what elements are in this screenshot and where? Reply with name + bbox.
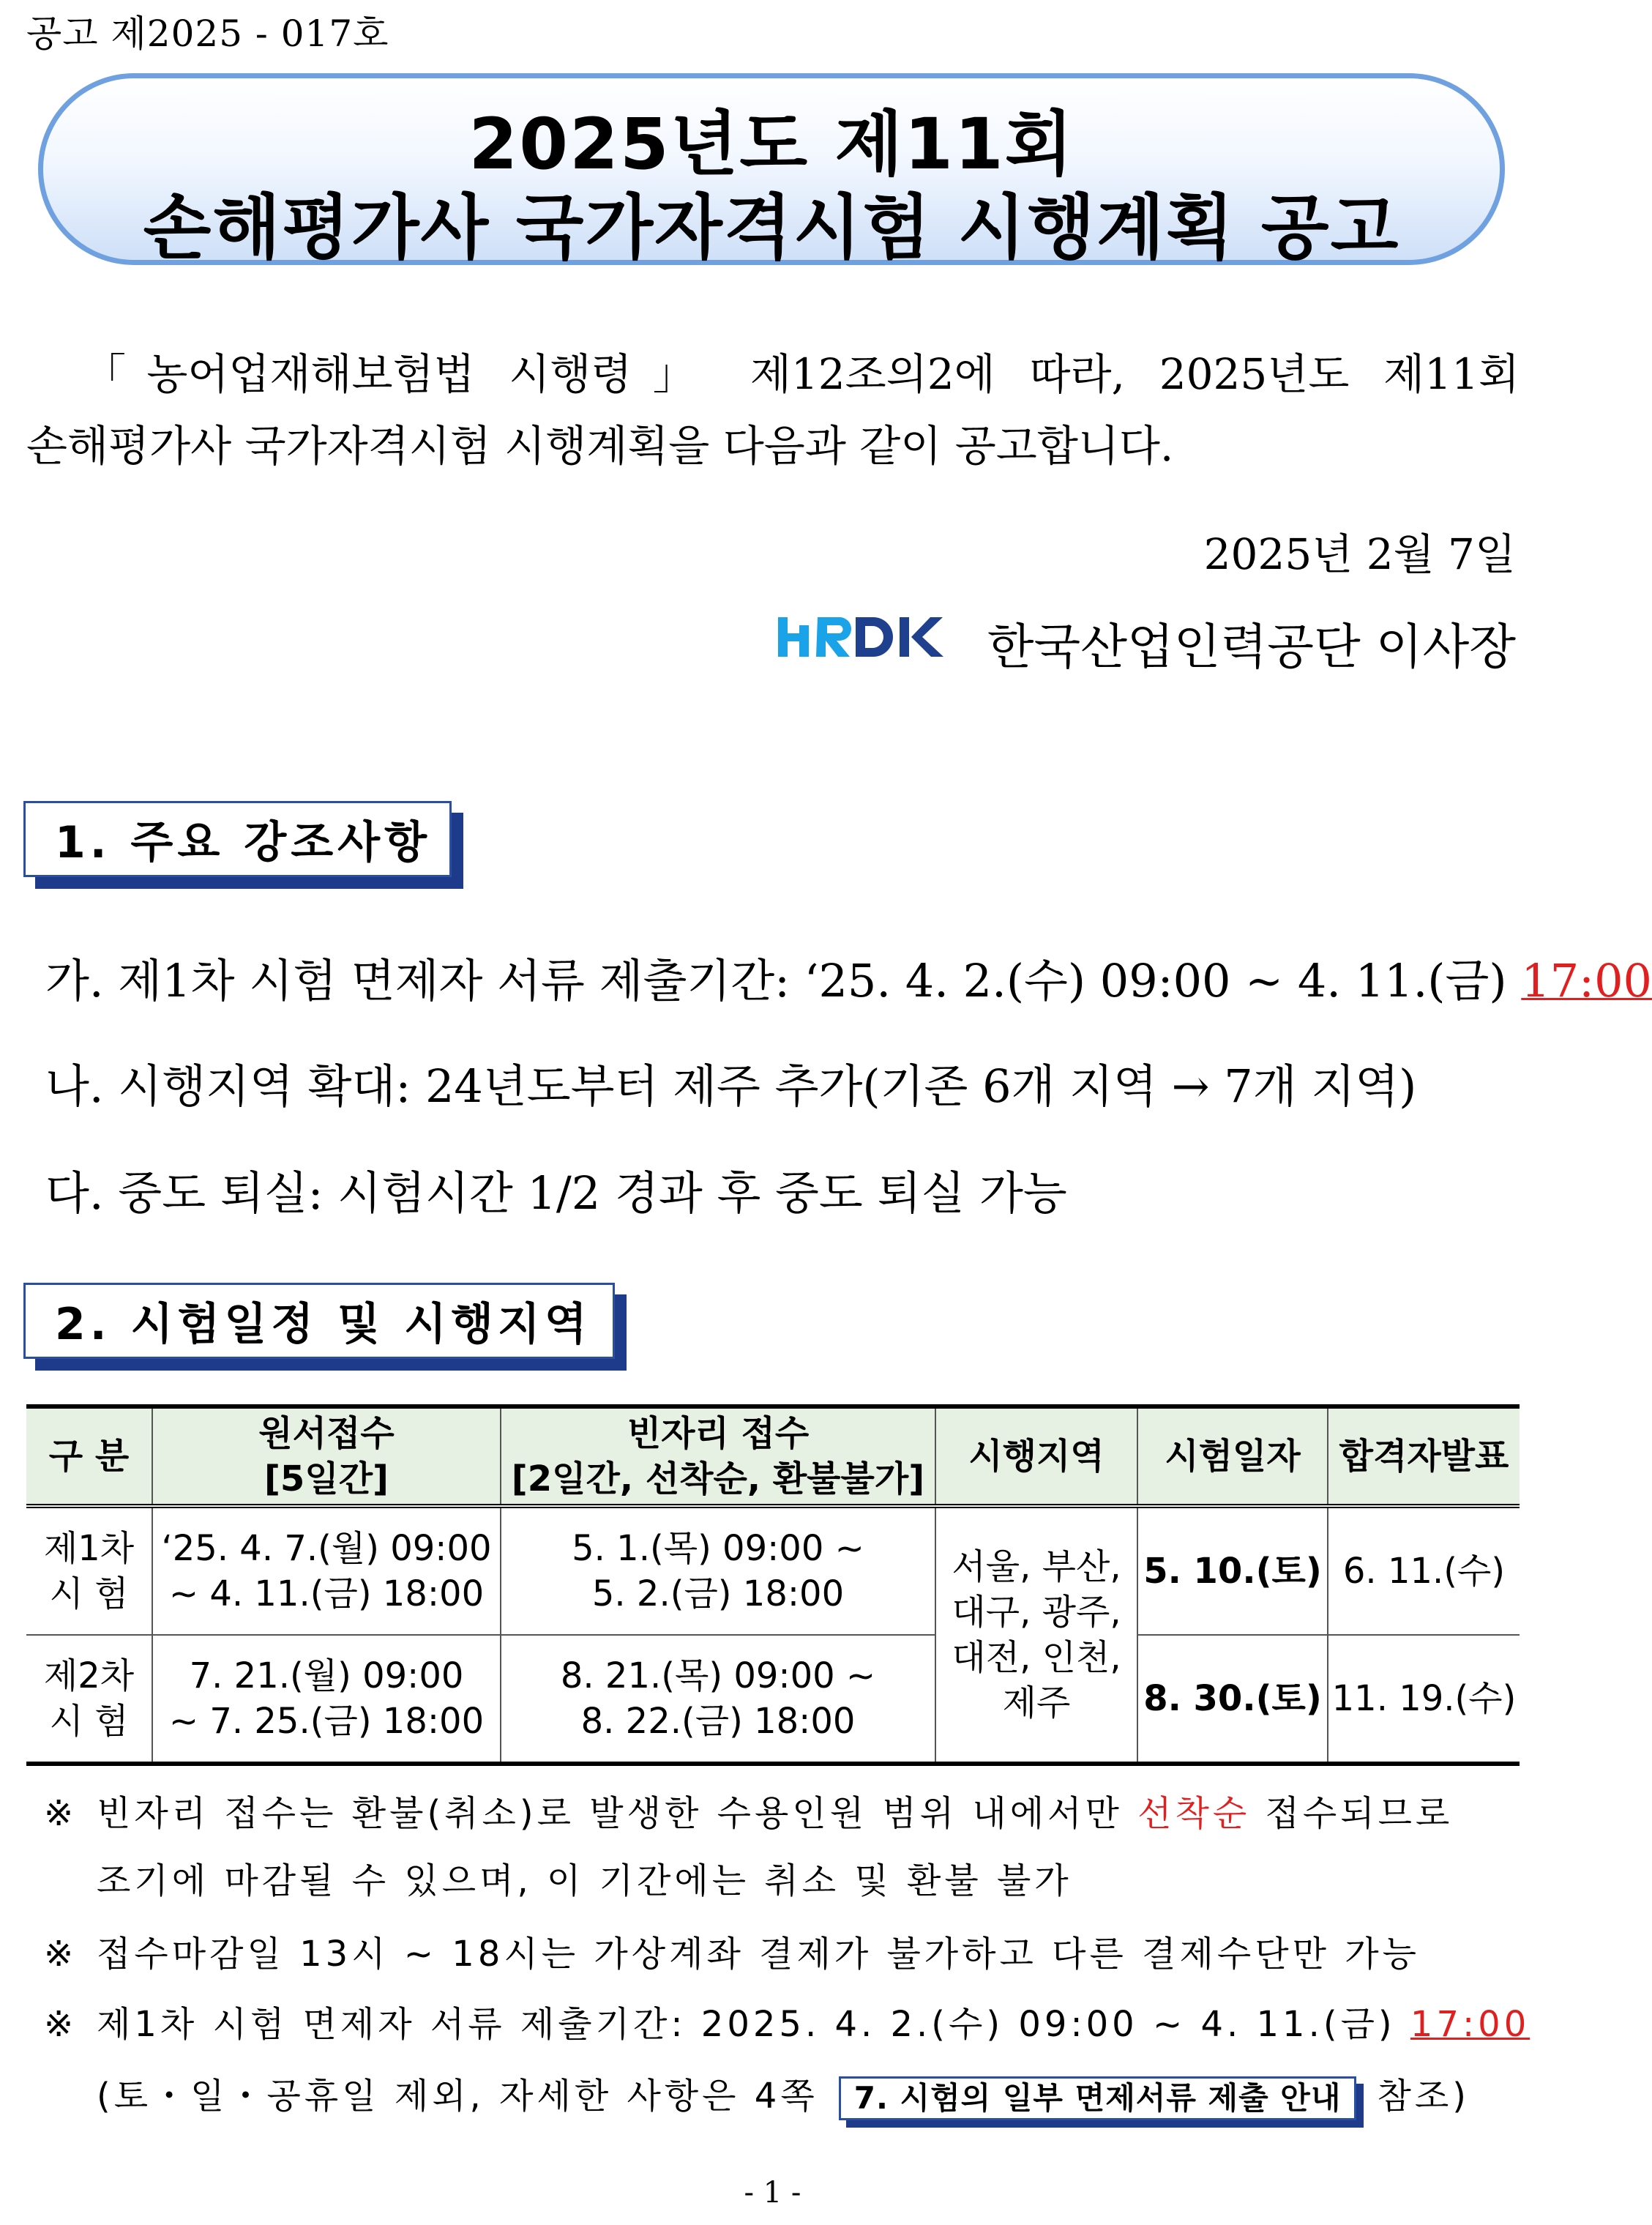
note-vacancy-post: 접수되므로 <box>1250 1793 1454 1834</box>
section-2-header: 2. 시험일정 및 시행지역 <box>23 1283 615 1359</box>
row2-vacancy <box>501 1635 935 1764</box>
region-line-2: 대구, 광주, <box>952 1592 1121 1633</box>
row1-application <box>152 1506 501 1635</box>
note-exemption <box>44 1996 1530 2046</box>
region-line-4: 제주 <box>1002 1682 1071 1723</box>
note-vacancy-line2: 조기에 마감될 수 있으며, 이 기간에는 취소 및 환불 불가 <box>97 1860 1072 1901</box>
row2-application-l2: ~ 7. 25.(금) 18:00 <box>168 1701 485 1742</box>
notice-date: 2025년 2월 7일 <box>1203 529 1516 579</box>
row1-category-l2: 시 험 <box>49 1573 129 1614</box>
note-mark: ※ <box>44 1934 74 1975</box>
row2-vacancy-l1: 8. 21.(목) 09:00 ~ <box>560 1655 876 1696</box>
row2-exam-date: 8. 30.(토) <box>1137 1635 1328 1764</box>
intro-paragraph <box>26 338 1520 482</box>
row1-vacancy-l1: 5. 1.(목) 09:00 ~ <box>572 1528 864 1569</box>
note-payment-text: 접수마감일 13시 ~ 18시는 가상계좌 결제가 불가하고 다른 결제수단만 가능 <box>97 1934 1421 1975</box>
row2-application-l1: 7. 21.(월) 09:00 <box>189 1655 464 1696</box>
col-header-vacancy-l2: [2일간, 선착순, 환불불가] <box>511 1458 925 1499</box>
highlight-item-a <box>45 944 1652 1010</box>
notice-number: 공고 제2025 - 017호 <box>26 12 389 55</box>
highlight-item-c: 다. 중도 퇴실: 시험시간 1/2 경과 후 중도 퇴실 가능 <box>45 1166 1067 1220</box>
note-exemption-line2 <box>97 2068 1470 2120</box>
hrdk-logo-graphic <box>777 614 946 660</box>
highlight-item-b: 나. 시행지역 확대: 24년도부터 제주 추가(기존 6개 지역 → 7개 지역) <box>45 1059 1417 1113</box>
row2-category <box>26 1635 152 1764</box>
note-exemption-line2-text: (토・일・공휴일 제외, 자세한 사항은 4쪽 <box>97 2076 818 2117</box>
note-mark: ※ <box>44 2004 74 2045</box>
row2-category-l2: 시 험 <box>49 1701 129 1742</box>
row1-exam-date: 5. 10.(토) <box>1137 1506 1328 1635</box>
intro-line-2: 손해평가사 국가자격시험 시행계획을 다음과 같이 공고합니다. <box>26 421 1174 471</box>
row1-vacancy <box>501 1506 935 1635</box>
note-mark: ※ <box>44 1793 74 1834</box>
intro-line-1: 「농어업재해보험법 시행령」 제12조의2에 따라, 2025년도 제11회 <box>83 349 1520 399</box>
note-exemption-line2-post: 참조) <box>1377 2076 1470 2117</box>
region-line-3: 대전, 인천, <box>952 1637 1121 1678</box>
row2-category-l1: 제2차 <box>43 1655 135 1696</box>
row1-application-l1: ‘25. 4. 7.(월) 09:00 <box>161 1528 492 1569</box>
note-exemption-text: 제1차 시험 면제자 서류 제출기간: 2025. 4. 2.(수) 09:00 ~ 4. 11.(금) <box>97 2004 1410 2045</box>
note-vacancy <box>44 1785 1453 1835</box>
col-header-vacancy <box>501 1406 935 1506</box>
row2-application <box>152 1635 501 1764</box>
title-banner <box>38 73 1505 269</box>
row1-category-l1: 제1차 <box>43 1528 135 1569</box>
col-header-exam-date: 시험일자 <box>1137 1406 1328 1506</box>
row1-application-l2: ~ 4. 11.(금) 18:00 <box>168 1573 485 1614</box>
col-header-region: 시행지역 <box>935 1406 1137 1506</box>
col-header-application-l1: 원서접수 <box>258 1413 395 1454</box>
schedule-table <box>26 1404 1520 1766</box>
hrdk-logo <box>777 614 946 671</box>
table-row <box>26 1506 1520 1635</box>
note-vacancy-red: 선착순 <box>1137 1793 1251 1834</box>
note-vacancy-text: 빈자리 접수는 환불(취소)로 발생한 수용인원 범위 내에서만 <box>97 1793 1138 1834</box>
col-header-vacancy-l1: 빈자리 접수 <box>627 1413 810 1454</box>
reference-box: 7. 시험의 일부 면제서류 제출 안내 <box>839 2076 1357 2120</box>
row1-category <box>26 1506 152 1635</box>
table-row <box>26 1635 1520 1764</box>
col-header-category: 구 분 <box>26 1406 152 1506</box>
note-payment <box>44 1926 1420 1976</box>
highlight-item-a-deadline: 17:00 <box>1521 954 1652 1007</box>
section-1-header: 1. 주요 강조사항 <box>23 801 452 877</box>
row2-vacancy-l2: 8. 22.(금) 18:00 <box>580 1701 856 1742</box>
row1-vacancy-l2: 5. 2.(금) 18:00 <box>591 1573 845 1614</box>
col-header-application <box>152 1406 501 1506</box>
issuer-line <box>777 608 1516 677</box>
row1-result: 6. 11.(수) <box>1342 1551 1506 1592</box>
table-header-row <box>26 1406 1520 1506</box>
col-header-result: 합격자발표 <box>1328 1406 1520 1506</box>
title-line-2: 손해평가사 국가자격시험 시행계획 공고 <box>143 187 1400 269</box>
page-number: - 1 - <box>744 2176 801 2210</box>
col-header-application-l2: [5일간] <box>264 1458 389 1499</box>
note-exemption-deadline: 17:00 <box>1410 2004 1530 2045</box>
region-cell <box>935 1506 1137 1764</box>
issuer-name: 한국산업인력공단 이사장 <box>987 619 1516 675</box>
title-line-1: 2025년도 제11회 <box>468 103 1074 185</box>
region-line-1: 서울, 부산, <box>952 1546 1121 1587</box>
highlight-item-a-text: 가. 제1차 시험 면제자 서류 제출기간: ‘25. 4. 2.(수) 09:00 ~ 4. 11.(금) <box>45 954 1522 1007</box>
row2-result: 11. 19.(수) <box>1328 1635 1520 1764</box>
